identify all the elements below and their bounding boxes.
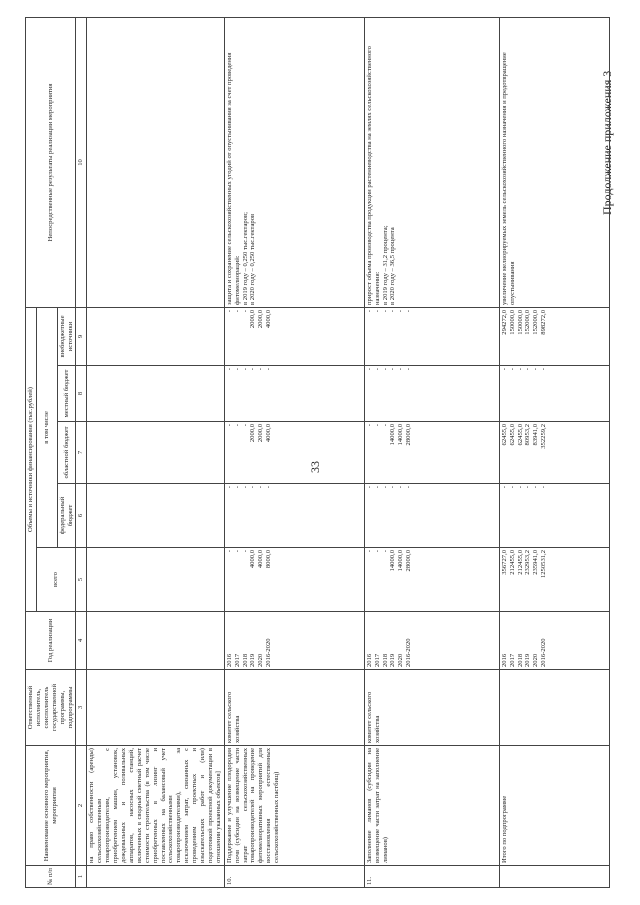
colnum: 4 bbox=[76, 612, 87, 670]
table-row-carryover bbox=[87, 17, 224, 887]
header-responsible: Ответственный исполнитель, соисполнитель государственной программы, подпрограммы bbox=[26, 670, 76, 746]
cell-local: - - - - - - bbox=[364, 366, 499, 422]
table-row-10 bbox=[224, 17, 364, 887]
cell-regional: 62455,0 62455,0 62455,0 80953,2 83941,0 352259,2 bbox=[499, 422, 609, 484]
cell-no: 10. bbox=[224, 866, 364, 888]
cell-extrabudget: - - - - - - bbox=[364, 307, 499, 365]
colnum: 10 bbox=[76, 17, 87, 307]
cell-federal bbox=[87, 484, 224, 548]
cell-results: прирост объема производства продукции растениеводства на землях сельскохозяйственного назначения: в 2019 году – 31,2 процента; в 2020 году – 36,5 процента bbox=[364, 17, 499, 307]
colnum: 2 bbox=[76, 746, 87, 866]
cell-federal: - - - - - - bbox=[499, 484, 609, 548]
cell-total: 356727,0 212455,0 212455,0 232953,2 235941,0 1250531,2 bbox=[499, 548, 609, 612]
cell-local: - - - - - - bbox=[499, 366, 609, 422]
cell-name: Заполнение лиманов (субсидии на возмещение части затрат на заполнение лиманов) bbox=[364, 746, 499, 866]
cell-responsible: комитет сельского хозяйства bbox=[224, 670, 364, 746]
header-local: местный бюджет bbox=[57, 366, 76, 422]
header-including: в том числе bbox=[36, 307, 57, 547]
header-name: Наименование основного мероприятия, мероприятия bbox=[26, 746, 76, 866]
cell-year bbox=[87, 612, 224, 670]
header-regional: областной бюджет bbox=[57, 422, 76, 484]
colnum: 9 bbox=[76, 307, 87, 365]
cell-name: Поддержание и улучшение плодородия почв (субсидии на возмещение части затрат сельскохозяйственных товаропроизводителей на проведение фитомелиоративных мероприятий для восстановления естественных сельскохозяйственных пастбищ) bbox=[224, 746, 364, 866]
colnum: 1 bbox=[76, 866, 87, 888]
column-number-row bbox=[76, 17, 87, 887]
cell-responsible bbox=[499, 670, 609, 746]
cell-regional bbox=[87, 422, 224, 484]
cell-no: 11. bbox=[364, 866, 499, 888]
header-federal: федеральный бюджет bbox=[57, 484, 76, 548]
cell-extrabudget: - - - 2000,0 2000,0 4000,0 bbox=[224, 307, 364, 365]
cell-results bbox=[87, 17, 224, 307]
cell-year: 2016 2017 2018 2019 2020 2016-2020 bbox=[224, 612, 364, 670]
cell-results: увеличение мелиорируемых земель сельскохозяйственного назначения и предотвращение опустынивания bbox=[499, 17, 609, 307]
cell-local bbox=[87, 366, 224, 422]
table-row-total bbox=[499, 17, 609, 887]
cell-regional: - - - 2000,0 2000,0 4000,0 bbox=[224, 422, 364, 484]
header-row-1 bbox=[26, 17, 37, 887]
cell-local: - - - - - - bbox=[224, 366, 364, 422]
cell-no bbox=[87, 866, 224, 888]
colnum: 8 bbox=[76, 366, 87, 422]
header-year: Год реализации bbox=[26, 612, 76, 670]
colnum: 6 bbox=[76, 484, 87, 548]
header-extrabudget: внебюджетные источники bbox=[57, 307, 76, 365]
cell-total: - - - 4000,0 4000,0 8000,0 bbox=[224, 548, 364, 612]
cell-regional: - - - 14000,0 14000,0 28000,0 bbox=[364, 422, 499, 484]
cell-extrabudget bbox=[87, 307, 224, 365]
cell-no bbox=[499, 866, 609, 888]
cell-year: 2016 2017 2018 2019 2020 2016-2020 bbox=[499, 612, 609, 670]
cell-results: защита и сохранение сельскохозяйственных угодий от опустынивания за счет проведения фитомелиораций: в 2019 году – 0,250 тыс.гектаров; в 2020 году – 0,250 тыс.гектаров bbox=[224, 17, 364, 307]
colnum: 5 bbox=[76, 548, 87, 612]
table-row-11 bbox=[364, 17, 499, 887]
financing-table bbox=[25, 17, 610, 888]
cell-total bbox=[87, 548, 224, 612]
cell-total: - - - 14000,0 14000,0 28000,0 bbox=[364, 548, 499, 612]
cell-federal: - - - - - - bbox=[224, 484, 364, 548]
colnum: 7 bbox=[76, 422, 87, 484]
header-no: № п/п bbox=[26, 866, 76, 888]
cell-responsible: комитет сельского хозяйства bbox=[364, 670, 499, 746]
header-total: всего bbox=[36, 548, 76, 612]
continuation-heading: Продолжение приложения 3 bbox=[600, 70, 614, 215]
cell-responsible bbox=[87, 670, 224, 746]
header-results: Непосредственные результаты реализации мероприятия bbox=[26, 17, 76, 307]
cell-year: 2016 2017 2018 2019 2020 2016-2020 bbox=[364, 612, 499, 670]
colnum: 3 bbox=[76, 670, 87, 746]
cell-extrabudget: 294272,0 150000,0 150000,0 152000,0 152000,0 898272,0 bbox=[499, 307, 609, 365]
cell-federal: - - - - - - bbox=[364, 484, 499, 548]
cell-name: на право собственности (аренды) сельскохозяйственным товаропроизводителям, с приобретением машин, установок, дождевальных и поливальных аппаратов, насосных станций, включенных в сводный сметный расчет стоимости строительства (в том числе приобретенных в лизинг и поставленных на балансовый учет сельскохозяйственными товаропроизводителями), за исключением затрат, связанных с проведением проектных и изыскательских работ и (или) подготовкой проектной документации в отношении указанных объектов] bbox=[87, 746, 224, 866]
page-number: 33 bbox=[308, 461, 322, 473]
cell-name: Итого по подпрограмме bbox=[499, 746, 609, 866]
header-volumes: Объемы и источники финансирования (тыс.рублей) bbox=[26, 307, 37, 611]
